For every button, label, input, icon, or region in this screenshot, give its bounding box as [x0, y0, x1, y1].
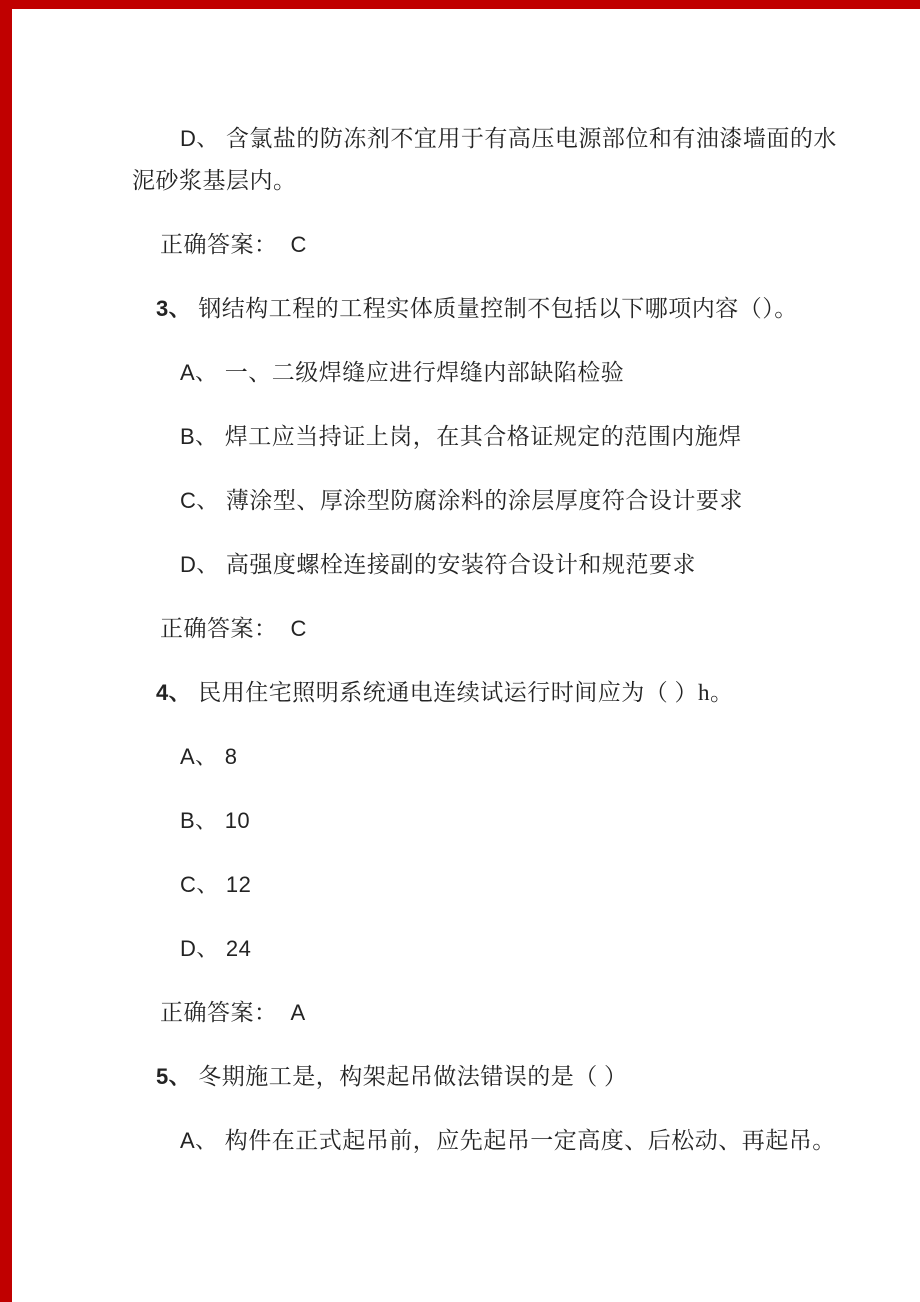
option-line: [180, 489, 852, 512]
option-text: 泥砂浆基层内。: [132, 168, 297, 193]
option-line: [180, 361, 852, 384]
question-text: 民用住宅照明系统通电连续试运行时间应为（ ）h。: [198, 680, 734, 705]
answer-value: C: [290, 232, 307, 257]
option-text: 10: [224, 808, 251, 833]
question-line: [156, 297, 852, 320]
question-line: [156, 681, 852, 704]
answer-line: [160, 1001, 852, 1024]
option-line: [180, 873, 852, 896]
option-line: [180, 809, 852, 832]
option-text: 12: [225, 872, 252, 897]
option-letter: A、: [180, 1128, 218, 1153]
answer-line: [160, 617, 852, 640]
option-letter: A、: [180, 360, 218, 385]
question-text: 钢结构工程的工程实体质量控制不包括以下哪项内容（）。: [198, 296, 798, 321]
option-letter: C、: [180, 872, 219, 897]
option-text: 24: [225, 936, 252, 961]
question-line: [156, 1065, 852, 1088]
option-letter: C、: [180, 488, 219, 513]
option-letter: A、: [180, 744, 218, 769]
option-line: [180, 745, 852, 768]
option-text: 构件在正式起吊前，应先起吊一定高度、后松动、再起吊。: [224, 1128, 836, 1153]
option-text: 薄涂型、厚涂型防腐涂料的涂层厚度符合设计要求: [225, 488, 743, 513]
option-letter: D、: [180, 552, 219, 577]
option-line: [180, 425, 852, 448]
document-body: [132, 127, 852, 1193]
option-text: 高强度螺栓连接副的安装符合设计和规范要求: [225, 552, 696, 577]
option-text: 含氯盐的防冻剂不宜用于有高压电源部位和有油漆墙面的水: [225, 126, 837, 151]
question-number: 5、: [156, 1064, 192, 1089]
answer-line: [160, 233, 852, 256]
question-number: 3、: [156, 296, 192, 321]
option-line: [180, 127, 852, 150]
option-letter: D、: [180, 936, 219, 961]
answer-value: C: [290, 616, 307, 641]
answer-label: 正确答案：: [160, 616, 278, 641]
option-letter: B、: [180, 808, 218, 833]
page-border-left: [0, 0, 12, 1302]
page-border-top: [0, 0, 920, 9]
option-line: [180, 937, 852, 960]
option-line: [180, 1129, 852, 1152]
option-text: 焊工应当持证上岗，在其合格证规定的范围内施焊: [224, 424, 742, 449]
answer-value: A: [290, 1000, 306, 1025]
question-number: 4、: [156, 680, 192, 705]
answer-label: 正确答案：: [160, 232, 278, 257]
option-letter: B、: [180, 424, 218, 449]
question-text: 冬期施工是，构架起吊做法错误的是（ ）: [198, 1064, 628, 1089]
option-line: [180, 553, 852, 576]
option-text: 一、二级焊缝应进行焊缝内部缺陷检验: [224, 360, 625, 385]
option-text: 8: [224, 744, 238, 769]
answer-label: 正确答案：: [160, 1000, 278, 1025]
option-continuation-line: [132, 169, 852, 192]
option-letter: D、: [180, 126, 219, 151]
